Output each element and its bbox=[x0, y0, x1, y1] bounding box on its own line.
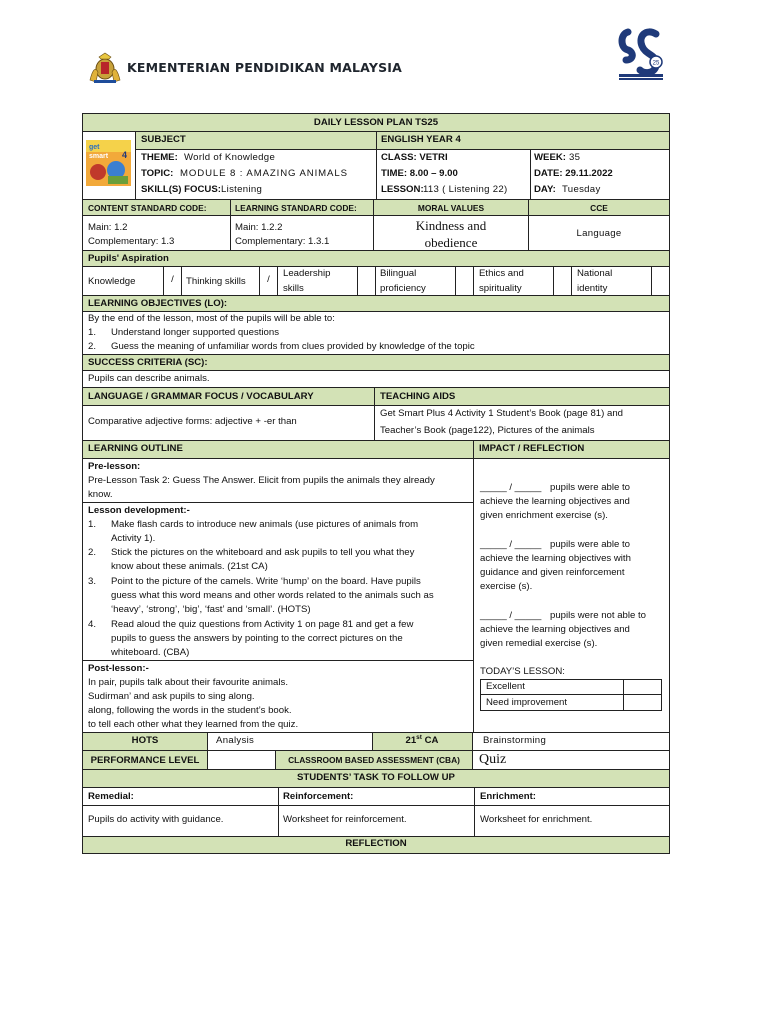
objective-2-number: 2. bbox=[88, 341, 97, 352]
skills-value: Listening bbox=[221, 184, 263, 195]
teaching-aids-line2: Teacher’s Book (page122), Pictures of the animals bbox=[380, 425, 595, 436]
impact-2-line3: guidance and given reinforcement bbox=[480, 567, 625, 578]
moral-value-line1: Kindness and bbox=[415, 218, 487, 233]
dev-1-line2: Activity 1). bbox=[111, 533, 156, 544]
theme-value: World of Knowledge bbox=[184, 152, 276, 163]
week-label: WEEK: bbox=[534, 152, 566, 163]
teaching-aids-line1: Get Smart Plus 4 Activity 1 Student’s Book (page 81) and bbox=[380, 408, 623, 419]
impact-2-line2: achieve the learning objectives with bbox=[480, 553, 631, 564]
skills-label: SKILL(S) FOCUS: bbox=[141, 184, 221, 195]
moral-values-label: MORAL VALUES bbox=[417, 203, 485, 213]
impact-3-line3: given remedial exercise (s). bbox=[480, 638, 598, 649]
post-lesson-line3: along, following the words in the student’s book. bbox=[88, 705, 292, 716]
post-lesson-title: Post-lesson:- bbox=[88, 663, 149, 674]
objective-2: Guess the meaning of unfamiliar words from clues provided by knowledge of the topic bbox=[111, 341, 475, 352]
week-value: 35 bbox=[569, 152, 581, 163]
reflection-title: REFLECTION bbox=[345, 838, 407, 849]
aspiration-bilingual-2: proficiency bbox=[380, 283, 426, 294]
impact-blank-3: _____ / _____ bbox=[480, 610, 542, 621]
hots-value: Analysis bbox=[216, 735, 255, 746]
hots-label: HOTS bbox=[131, 735, 159, 746]
aspiration-title: Pupils' Aspiration bbox=[88, 253, 169, 264]
aspiration-ethics-2: spirituality bbox=[479, 283, 522, 294]
reinforcement-text: Worksheet for reinforcement. bbox=[283, 814, 407, 825]
aspiration-leadership-2: skills bbox=[283, 283, 304, 294]
success-criteria-text: Pupils can describe animals. bbox=[88, 373, 210, 384]
dev-1-number: 1. bbox=[88, 519, 97, 530]
todays-lesson-label: TODAY’S LESSON: bbox=[480, 666, 565, 677]
content-standard-label: CONTENT STANDARD CODE: bbox=[88, 203, 207, 213]
aspiration-bilingual-1: Bilingual bbox=[380, 268, 417, 279]
subject-value: ENGLISH YEAR 4 bbox=[381, 134, 461, 145]
aspiration-national-1: National bbox=[577, 268, 613, 279]
learning-standard-label: LEARNING STANDARD CODE: bbox=[235, 203, 357, 213]
objective-1-number: 1. bbox=[88, 327, 97, 338]
objectives-title: LEARNING OBJECTIVES (LO): bbox=[88, 298, 228, 309]
ca-label: 21st CA bbox=[405, 733, 439, 746]
thinking-checkmark: / bbox=[267, 274, 270, 285]
dev-2-line2: know about these animals. (21st CA) bbox=[111, 561, 268, 572]
cba-label: CLASSROOM BASED ASSESSMENT (CBA) bbox=[288, 755, 460, 765]
reinforcement-label: Reinforcement: bbox=[283, 791, 354, 802]
date-field: DATE: 29.11.2022 bbox=[534, 168, 613, 179]
class-field: CLASS: VETRI bbox=[381, 152, 448, 163]
teaching-aids-title: TEACHING AIDS bbox=[380, 391, 456, 402]
learning-main: Main: 1.2.2 bbox=[235, 222, 283, 233]
plan-title: DAILY LESSON PLAN TS25 bbox=[83, 114, 669, 131]
theme-label: THEME: bbox=[141, 152, 178, 163]
moral-value-line2: obedience bbox=[424, 235, 478, 250]
impact-blank-2: _____ / _____ bbox=[480, 539, 542, 550]
dev-2-line1: Stick the pictures on the whiteboard and ask pupils to tell you what they bbox=[111, 547, 415, 558]
topic-label: TOPIC: bbox=[141, 168, 174, 179]
dev-3-line3: ‘heavy’, ‘strong’, ‘big’, ‘fast’ and ‘small’. (HOTS) bbox=[111, 604, 311, 615]
remedial-text: Pupils do activity with guidance. bbox=[88, 814, 224, 825]
day-value: Tuesday bbox=[562, 184, 601, 195]
pre-lesson-line1: Pre-Lesson Task 2: Guess The Answer. Elicit from pupils the animals they already bbox=[88, 475, 435, 486]
students-task-title: STUDENTS’ TASK TO FOLLOW UP bbox=[297, 772, 455, 783]
dev-4-line1: Read aloud the quiz questions from Activity 1 on page 81 and get a few bbox=[111, 619, 414, 630]
dev-4-number: 4. bbox=[88, 619, 97, 630]
impact-reflection-title: IMPACT / REFLECTION bbox=[479, 443, 585, 454]
rating-excellent-box[interactable] bbox=[624, 680, 661, 694]
dev-2-number: 2. bbox=[88, 547, 97, 558]
dev-4-line2: pupils to guess the answers by pointing to the correct pictures on the bbox=[111, 633, 403, 644]
topic-value: MODULE 8 : AMAZING ANIMALS bbox=[180, 168, 348, 179]
textbook-cover-image bbox=[86, 140, 131, 186]
cce-label: CCE bbox=[590, 203, 608, 213]
impact-1-line2: achieve the learning objectives and bbox=[480, 496, 630, 507]
time-field: TIME: 8.00 – 9.00 bbox=[381, 168, 458, 179]
cba-value: Quiz bbox=[479, 752, 507, 767]
lesson-development-title: Lesson development:- bbox=[88, 505, 190, 516]
content-main: Main: 1.2 bbox=[88, 222, 128, 233]
enrichment-label: Enrichment: bbox=[480, 791, 536, 802]
remedial-label: Remedial: bbox=[88, 791, 134, 802]
cce-value: Language bbox=[576, 228, 622, 239]
language-focus-text: Comparative adjective forms: adjective + -er than bbox=[88, 416, 297, 427]
coat-of-arms-icon bbox=[88, 52, 122, 84]
aspiration-national-2: identity bbox=[577, 283, 608, 294]
impact-3-line1: pupils were not able to bbox=[550, 610, 646, 621]
svg-text:get: get bbox=[89, 144, 100, 151]
svg-text:4: 4 bbox=[122, 150, 128, 160]
impact-3-line2: achieve the learning objectives and bbox=[480, 624, 630, 635]
performance-level-label: PERFORMANCE LEVEL bbox=[90, 755, 200, 766]
objective-1: Understand longer supported questions bbox=[111, 327, 280, 338]
ca-value: Brainstorming bbox=[483, 735, 547, 746]
aspiration-thinking: Thinking skills bbox=[186, 276, 246, 287]
aspiration-leadership-1: Leadership bbox=[283, 268, 331, 279]
day-label: DAY: bbox=[534, 184, 556, 195]
ts-logo-number: 25 bbox=[652, 60, 660, 67]
objectives-intro: By the end of the lesson, most of the pupils will be able to: bbox=[88, 313, 335, 324]
knowledge-checkmark: / bbox=[171, 274, 174, 285]
rating-excellent: Excellent bbox=[486, 681, 525, 692]
impact-1-line3: given enrichment exercise (s). bbox=[480, 510, 608, 521]
lesson-value: 113 ( Listening 22) bbox=[423, 184, 508, 195]
aspiration-knowledge: Knowledge bbox=[88, 276, 136, 287]
pre-lesson-title: Pre-lesson: bbox=[88, 461, 141, 472]
subject-label: SUBJECT bbox=[141, 134, 186, 145]
dev-3-line2: guess what this word means and other words related to the animals such as bbox=[111, 590, 434, 601]
impact-2-line4: exercise (s). bbox=[480, 581, 533, 592]
rating-need-improvement-box[interactable] bbox=[624, 695, 661, 710]
learning-outline-title: LEARNING OUTLINE bbox=[88, 443, 183, 454]
impact-2-line1: pupils were able to bbox=[550, 539, 630, 550]
impact-blank-1: _____ / _____ bbox=[480, 482, 542, 493]
post-lesson-line1: In pair, pupils talk about their favourite animals. bbox=[88, 677, 288, 688]
svg-text:smart: smart bbox=[89, 153, 109, 160]
impact-1-line1: pupils were able to bbox=[550, 482, 630, 493]
ts25-logo-icon bbox=[616, 26, 666, 82]
language-focus-title: LANGUAGE / GRAMMAR FOCUS / VOCABULARY bbox=[88, 391, 314, 402]
lesson-label: LESSON: bbox=[381, 184, 424, 195]
learning-complementary: Complementary: 1.3.1 bbox=[235, 236, 330, 247]
success-criteria-title: SUCCESS CRITERIA (SC): bbox=[88, 357, 208, 368]
dev-3-line1: Point to the picture of the camels. Write ‘hump’ on the board. Have pupils bbox=[111, 576, 421, 587]
dev-1-line1: Make flash cards to introduce new animals (use pictures of animals from bbox=[111, 519, 419, 530]
content-complementary: Complementary: 1.3 bbox=[88, 236, 175, 247]
rating-need-improvement: Need improvement bbox=[486, 697, 568, 708]
post-lesson-line4: to tell each other what they learned from the quiz. bbox=[88, 719, 299, 730]
ministry-name: KEMENTERIAN PENDIDIKAN MALAYSIA bbox=[127, 60, 403, 75]
page-header bbox=[0, 0, 768, 100]
dev-4-line3: whiteboard. (CBA) bbox=[111, 647, 190, 658]
post-lesson-line2: Sudirman’ and ask pupils to sing along. bbox=[88, 691, 255, 702]
dev-3-number: 3. bbox=[88, 576, 97, 587]
pre-lesson-line2: know. bbox=[88, 489, 113, 500]
aspiration-ethics-1: Ethics and bbox=[479, 268, 524, 279]
enrichment-text: Worksheet for enrichment. bbox=[480, 814, 593, 825]
